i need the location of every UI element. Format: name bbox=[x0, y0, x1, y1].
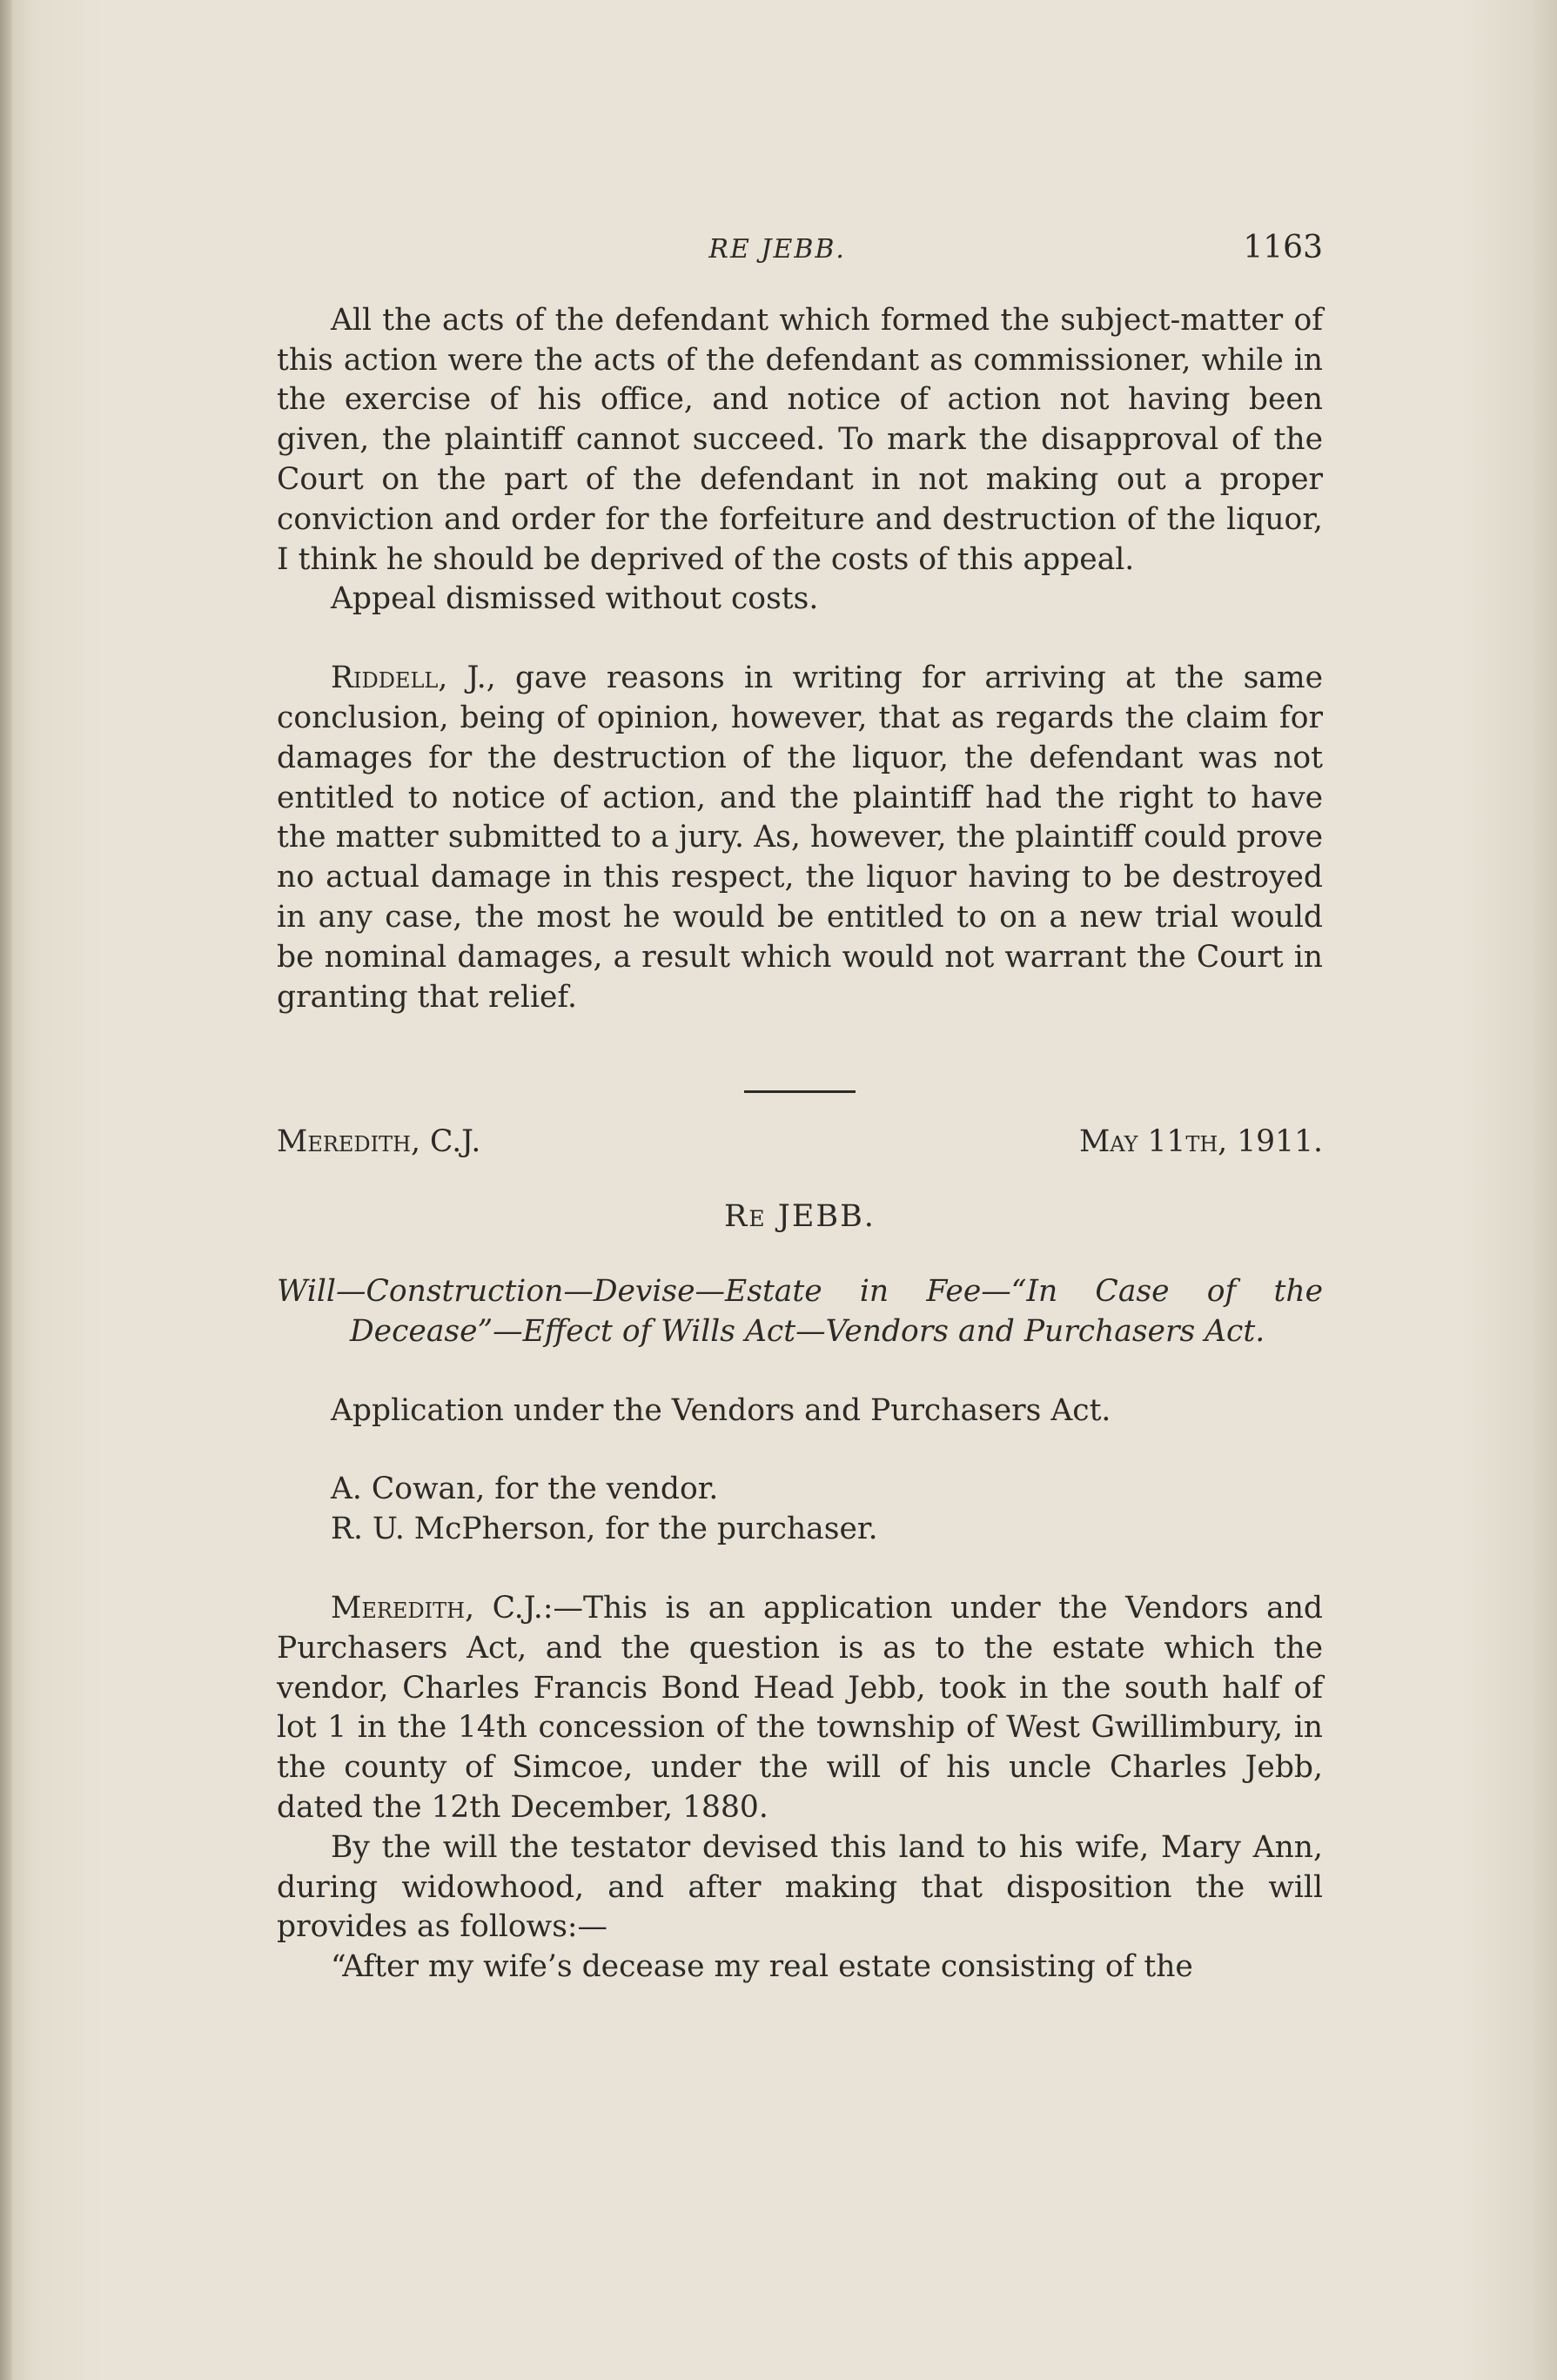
riddell-text: , J., gave reasons in writing for arriving at the same conclusion, being of opinion, however, that as regards the claim for damages for the destruction of the liquor, the defendant was not entitled to notice of action, and the plaintiff had the right to have the matter submitted to a jury. As, however, the plaintiff could prove no actual damage in this respect, the liquor having to be destroyed in any case, the most he would be entitled to on a new trial would be nominal damages, a result which would not warrant the Court in granting that relief. bbox=[277, 660, 1323, 1015]
headnote: Will—Construction—Devise—Estate in Fee—“In Case of the Decease”—Effect of Wills Act—Vendors and Purchasers Act. bbox=[277, 1273, 1323, 1349]
case-judge-name: Meredith bbox=[277, 1124, 412, 1160]
text-column bbox=[277, 228, 1323, 1988]
counsel-list bbox=[277, 1470, 1323, 1550]
page-number: 1163 bbox=[1243, 230, 1323, 265]
paragraph-riddell bbox=[277, 659, 1323, 1017]
binding-edge bbox=[0, 0, 12, 2380]
counsel-purchaser: R. U. McPherson, for the purchaser. bbox=[331, 1512, 878, 1547]
case-title-name: JEBB. bbox=[766, 1199, 876, 1235]
paragraph-quote: “After my wife’s decease my real estate consisting of the bbox=[331, 1949, 1193, 1985]
running-head: RE JEBB. bbox=[708, 234, 846, 265]
case-date bbox=[1079, 1123, 1323, 1163]
section-divider bbox=[744, 1090, 856, 1093]
judgment-text: , C.J.:—This is an application under the Vendors and Purchasers Act, and the question is as to the estate which the vendor, Charles Francis Bond Head Jebb, took in the south half of lot 1 in the 14th concession of the township of West Gwillimbury, in the county of Simcoe, under the will of his uncle Charles Jebb, dated the 12th December, 1880. bbox=[277, 1590, 1323, 1825]
case-date-year: , 1911. bbox=[1218, 1124, 1323, 1160]
case-title-prefix: Re bbox=[724, 1199, 767, 1235]
page-header bbox=[277, 228, 1323, 270]
counsel-vendor: A. Cowan, for the vendor. bbox=[331, 1472, 719, 1507]
paragraph-disposition: Appeal dismissed without costs. bbox=[331, 581, 819, 617]
case-date-month: May 11th bbox=[1078, 1124, 1218, 1160]
paragraph-will: By the will the testator devised this land to his wife, Mary Ann, during widowhood, and after making that disposition the will provides as follows:— bbox=[277, 1829, 1323, 1945]
paragraph-judgment bbox=[277, 1589, 1323, 1828]
case-title bbox=[277, 1197, 1323, 1237]
case-judge-suffix: , C.J. bbox=[411, 1124, 481, 1160]
paragraph-application: Application under the Vendors and Purchasers Act. bbox=[331, 1392, 1111, 1428]
judge-name-meredith: Meredith bbox=[331, 1590, 466, 1626]
case-judge bbox=[277, 1123, 480, 1163]
paragraph-opinion-end: All the acts of the defendant which formed the subject-matter of this action were the acts of the defendant as commissioner, while in the exercise of his office, and notice of action not having been given, the plaintiff cannot succeed. To mark the disapproval of the Court on the part of the defendant in not making out a proper conviction and order for the forfeiture and destruction of the liquor, I think he should be deprived of the costs of this appeal. bbox=[277, 302, 1323, 577]
judge-name-riddell: Riddell bbox=[331, 660, 439, 696]
case-line bbox=[277, 1123, 1323, 1163]
